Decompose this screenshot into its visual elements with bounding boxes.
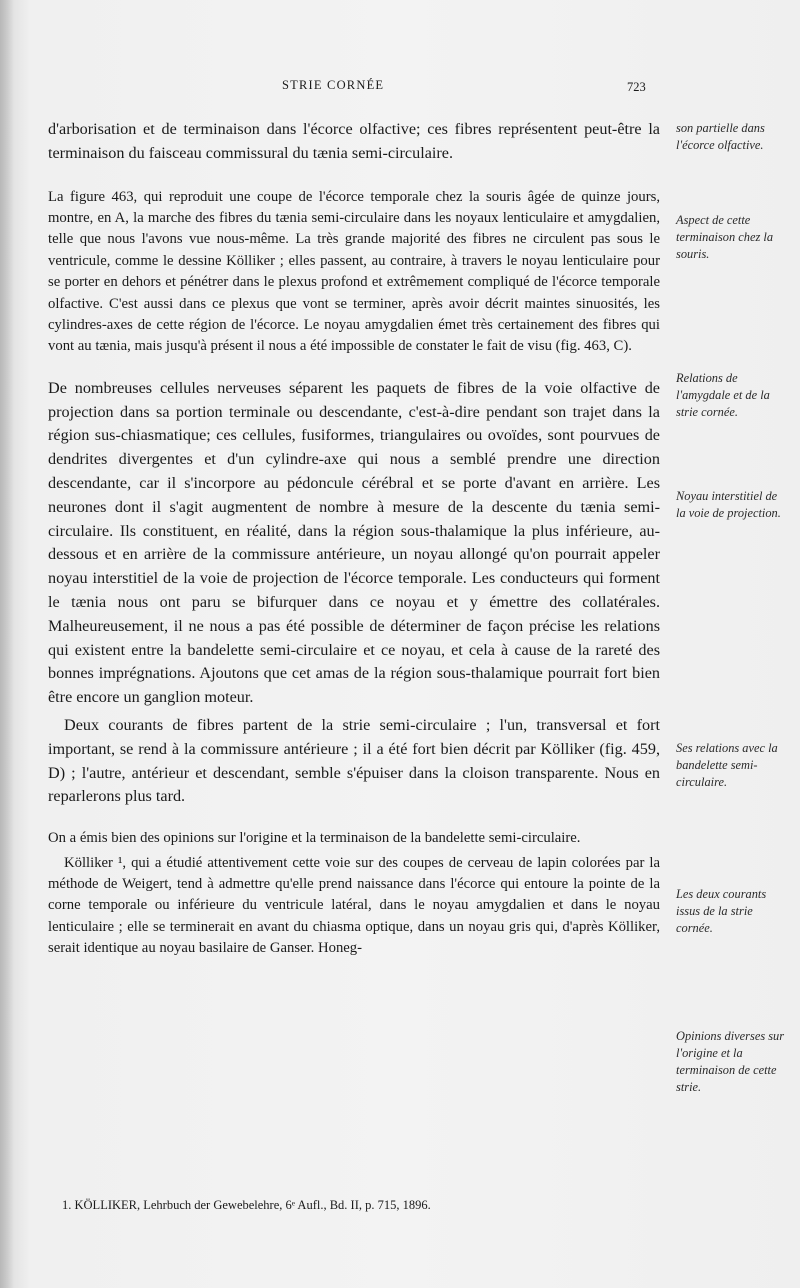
page-number: 723 [627,80,646,94]
margin-note-1: son partielle dans l'écorce olfactive. [676,121,765,152]
margin-note-6: Les deux courants issus de la strie cornée. [676,887,767,935]
main-text [48,118,660,960]
margin-note-5: Ses relations avec la bandelette semi-circulaire. [676,741,778,789]
paragraph-5: On a émis bien des opinions sur l'origine et la terminaison de la bandelette semi-circulaire. [48,830,581,847]
margin-note-4: Noyau interstitiel de la voie de projection. [676,489,781,520]
binding-shadow [0,0,14,1288]
margin-note-7: Opinions diverses sur l'origine et la terminaison de cette strie. [676,1029,785,1094]
paragraph-4: Deux courants de fibres partent de la strie semi-circulaire ; l'un, transversal et fort important, se rend à la commissure antérieure ; il a été fort bien décrit par Kölliker (fig. 459, D) ; l'autre, antérieur et descendant, semble s'épuiser dans la cloison transparente. Nous en reparlerons plus tard. [48,716,660,806]
paragraph-2: La figure 463, qui reproduit une coupe de l'écorce temporale chez la souris âgée de quinze jours, montre, en A, la marche des fibres du tænia semi-circulaire dans les noyaux lenticulaire et amygdalien, telle que nous l'avons vue nous-même. La très grande majorité des fibres ne circulent pas sous le ventricule, comme le dessine Kölliker ; elles passent, au contraire, à travers le noyau lenticulaire pour se porter en dehors et pénétrer dans le plexus profond et extrêmement compliqué de l'écorce temporale olfactive. C'est aussi dans ce plexus que vont se terminer, après avoir décrit maintes sinuosités, les cylindres-axes de cette région de l'écorce. Le noyau amygdalien émet très certainement des fibres qui vont au tænia, mais jusqu'à présent il nous a été impossible de constater le fait de visu (fig. 463, C). [48,188,660,355]
margin-note-2: Aspect de cette terminaison chez la souris. [676,213,774,261]
page-header [0,78,800,98]
footnote: 1. KÖLLIKER, Lehrbuch der Gewebelehre, 6ᵉ Aufl., Bd. II, p. 715, 1896. [62,1198,431,1212]
paragraph-1: d'arborisation et de terminaison dans l'écorce olfactive; ces fibres représentent peut-être la terminaison du faisceau commissural du tænia semi-circulaire. [48,120,660,162]
running-title: STRIE CORNÉE [282,78,385,92]
margin-note-3: Relations de l'amygdale et de la strie cornée. [676,371,770,419]
paragraph-6: Kölliker ¹, qui a étudié attentivement cette voie sur des coupes de cerveau de lapin colorées par la méthode de Weigert, tend à admettre qu'elle prend naissance dans l'écorce qui entoure la pointe de la corne temporale ou inférieure du ventricule latéral, dans le noyau amygdalien et dans le noyau lenticulaire ; elle se terminerait en avant du chiasma optique, dans un noyau gris qui, d'après Kölliker, serait identique au noyau basilaire de Ganser. Honeg- [48,854,660,957]
paragraph-3: De nombreuses cellules nerveuses séparent les paquets de fibres de la voie olfactive de projection dans sa portion terminale ou descendante, c'est-à-dire pendant son trajet dans la région sus-chiasmatique; ces cellules, fusiformes, triangulaires ou ovoïdes, sont pourvues de dendrites divergentes et d'un cylindre-axe qui nous a semblé prendre une direction descendante, car il s'incorpore au pédoncule cérébral et se porte d'avant en arrière. Les neurones dont il s'agit augmentent de nombre à mesure de la descente du tænia semi-circulaire. Ils constituent, en réalité, dans la région sous-thalamique la plus inférieure, au-dessous et en arrière de la commissure antérieure, un noyau allongé qu'on pourrait appeler noyau interstitiel de la voie de projection de l'écorce temporale. Les conducteurs qui forment le tænia nous ont paru se bifurquer dans ce noyau et y émettre des collatérales. Malheureusement, il ne nous a pas été possible de déterminer de façon précise les relations qui existent entre la bandelette semi-circulaire et ce noyau, et cela à cause de la rareté des bonnes imprégnations. Ajoutons que cet amas de la région sous-thalamique pourrait fort bien être encore un ganglion moteur. [48,378,660,707]
